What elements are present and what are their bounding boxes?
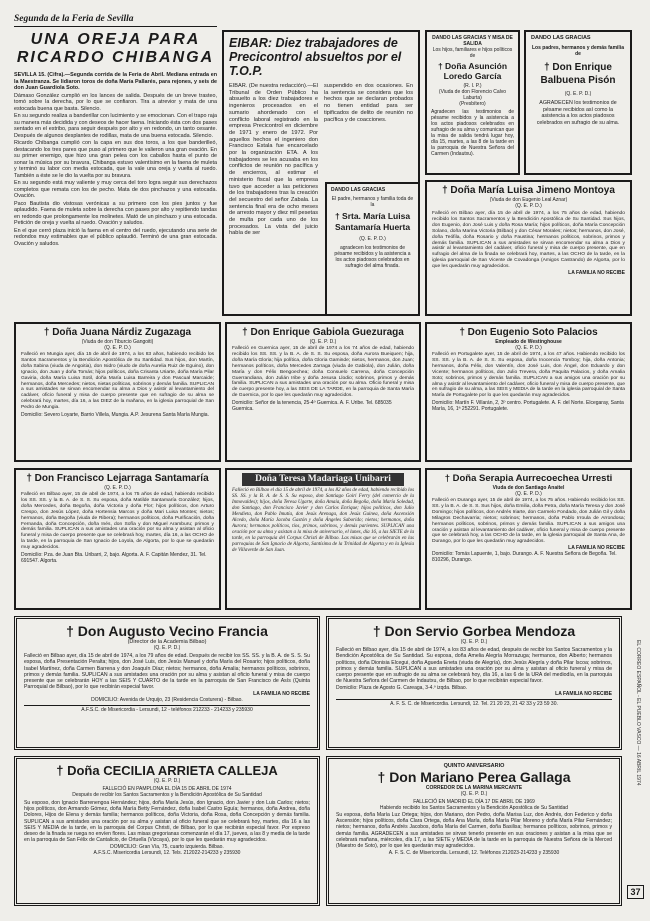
- obituary-address: DOMICILIO: Gran Vía, 75, cuarto izquierda. Bilbao.: [110, 844, 224, 851]
- obituary-lejarraga: [14, 468, 221, 610]
- notice-body: Agradecen las testimonios de pésame recibidos y la asistencia a los actos piadosos celebrados en sufragio de su alma y comunican que la misa de salida tendrá lugar hoy, día 15, martes, a las 8 de la tarde en la parroquia de Nuestra Señora del Carmen (Indautxu).: [431, 109, 514, 157]
- obituary-subtitle: Empleado de Westinghouse: [495, 339, 562, 345]
- deceased-name: † Doña Serapia Aurrecoechea Urresti: [444, 473, 613, 484]
- article-paragraph: Paco Bautista dio vistosas verónicas a su primero con los pies juntos y fue aplaudido. Faena de muleta sobre la derecha con pases por alto y repitiendo tandas en redondo que prolongamente los molinetes. Mató de un pinchazo y una estocada. Petición de oreja y vuelta al ruedo. Ovación y saludos.: [14, 200, 217, 226]
- obituary-vecino-francia: [14, 616, 320, 750]
- deceased-name: † Don Francisco Lejarraga Santamaría: [26, 473, 209, 484]
- obituary-address: Domicilio: Severo Loyarte, Barrio Villela, Mungia. A.P. Jesurena Santa María Mungia.: [21, 412, 209, 419]
- death-line: FALLECIÓ EN PAMPLONA EL DÍA 15 DE ABRIL DE 1974: [102, 786, 232, 792]
- rip-code: (Q. E. P. D.): [515, 203, 542, 209]
- funeral-agency: A. F. S. C. de Misericordia. Lersundi, 12. Tel. 21 20 23, 21 42 33 y 23 59 30.: [336, 699, 612, 707]
- rip-code: (Q. E. P. D.): [460, 639, 488, 645]
- obituary-address: Domicilio: Plaza de Agosto G. Careaga, 3-4.º izqda. Bilbao.: [336, 684, 468, 691]
- obituary-footer: LA FAMILIA NO RECIBE: [253, 690, 310, 697]
- rip-code: (Q. E. P. D.): [104, 345, 131, 351]
- obituary-madariaga-unibarri: [225, 468, 421, 610]
- eibar-headline: EIBAR: Diez trabajadores de Precicontrol absueltos por el T.O.P.: [229, 36, 402, 78]
- notice-body: AGRADECEN los testimonios de pésame recibidos así como la asistencia a los actos piadosos celebrados en sufragio de su alma.: [536, 100, 620, 126]
- rip-code: (Q. E. P. D.): [515, 491, 542, 497]
- obituary-nardiz-zugazaga: [14, 322, 221, 462]
- deceased-name: Doña Teresa Madariaga Unibarri: [242, 473, 404, 486]
- notice-enrique-balbuena: [524, 30, 632, 175]
- notice-addr: (Presbítero): [459, 101, 486, 107]
- rip-code: (Q. E. P. D.): [564, 91, 592, 97]
- obituary-subtitle: (Viuda de don Eugenio Leal Aznar): [489, 197, 568, 203]
- deceased-name: † Doña María Luisa Jimeno Montoya: [442, 185, 615, 196]
- obituary-address: Domicilio: Tomás Lapuente, 1, bajo. Durango. A. F. Nuestra Señora de Begoña. Tel. 810296, Durango.: [432, 551, 617, 564]
- deceased-name: † Doña Juana Nárdiz Zugazaga: [43, 327, 192, 338]
- obituary-address: Domicilio: Martín F. Villarán, 2, 3º centro. Portugalete. A. F. del Norte. Elcegaray, Santa María, 16, 1ª 252291. Portugalete.: [432, 400, 624, 413]
- obituary-subtitle: (Viuda de don Tiburcio Gangoiti): [81, 339, 154, 345]
- obituary-address: Domicilio: Pza. de Juan Bta. Uribarri, 2, bajo. Algorta. A. F. Capitán Mendez, 31. Tel. 691547. Algorta.: [21, 552, 207, 565]
- article-paragraph: Ricardo Chibanga cumplió con la capa en sus dos toros, a los que banderilleó, destacando los tres pares que puso al primero que le valieron una gran ovación. En su primer enemigo, que hizo una gran pelea con los caballos hasta el punto de sonar la música por su bravura, Chibanga estuvo valentísimo en la faena de muleta y terminó su labor con media estocada, que la vale una oreja y vuelta al ruedo. También a éste se le dio la vuelta por su bravura.: [14, 140, 217, 179]
- obituary-address: DOMICILIO: Avenida de Urquijo, 23 (Residencia Costurera) - Bilbao.: [91, 696, 243, 703]
- rip-code: (Q. E. P. D.): [153, 778, 181, 784]
- obituary-gorbea-mendoza: [326, 616, 622, 750]
- notice-asuncion-loredo: [425, 30, 520, 175]
- funeral-agency: A. F. S. C. de Misericordia. Lersundi, 12. Teléfonos 212023-214233 y 235930: [388, 850, 560, 857]
- notice-body: agradecen los testimonios de pésame recibidos y la asistencia a los actos piadosos celebrados en sufragio del alma finada.: [334, 245, 411, 269]
- eibar-column-2: suspendido en dos ocasiones. En la sentencia se considera que los hechos que se declaran probados no tienen entidad para ser tipificados de delito de reunión no pacífica y de coacciones.: [324, 83, 413, 123]
- obituary-jimeno-montoya: [425, 180, 632, 316]
- deceased-name: † Doña CECILIA ARRIETA CALLEJA: [56, 763, 278, 778]
- rip-code: (Q. E. P. D.): [309, 339, 337, 345]
- obituary-body: Su esposa, doña María Luz Ortega; hijos, don Mariano, don Pedro, doña Marisa Luz, don Andrés, don Federico y doña Ascensión; hijos políticos, doña Clara Ortega, doña Ana María, doña María Pilar Moreno y doña María Pilar Fernández; nietos; hermanos, doña Andrés Jacobos, doña María del Carmen, doña Basilisa; hermanos políticos, sobrinos, primos y demás familia. AGRADECEN a sus amistades se sirvan tenerlo presente en sus oraciones y asistan a la misa que se celebrará mañana, miércoles, día 17, a las SIETE y MEDIA de la tarde en la parroquia de Nuestra Señora de la Merced (Maestro de Soto), por lo que les quedarán muy agradecidos.: [336, 812, 612, 850]
- obituary-body: Falleció en Bilbao el día 15 de abril de 1974, a los 82 años de edad, habiendo recibido los SS. SS. y la B. A. de S. S. Su esposo, don Santiago Goiri Ferry (del comercio de la Inmovaldes); hijos, doña Teresa Ugarte, doña Amaia, doña Begoña, doña María Soledad, don Santiago, don Francisco Javier y don Carlos Enrique; hijos políticos, don Julio Mendieta, don Pablo Imutía, don Jesús Arenaga, don Jesús Guinea, doña Ascensión Alcedo, doña María Jacoba Gastón y doña Ángeles Saborido; nietos; hermanos, doña Aurora; hermanos políticos, tíos, primos, sobrinos, y demás parientes. SUPLICAN una oración por su alma y asistan a la misa de aniversario, el lunes, día 16, a las SIETE de la tarde, en la parroquia del Corpus Christi de Bilbao. Las misas que se celebrarán en las parroquias de San Ignacio de Algorta, Santísima de la Trinidad de Algorta y en la Iglesia de Villaverde de San Juan.: [232, 488, 415, 553]
- notice-kicker: DANDO LAS GRACIAS Y MISA DE SALIDA: [432, 35, 513, 47]
- article-paragraph: En su segundo está muy valiente y muy cerca del toro logra seguir sus derechazos completos que remata con los de pecho. Mata de dos pinchazos y una estocada. Ovación.: [14, 180, 217, 199]
- obituary-body: Falleció en Durango ayer, 15 de abril de 1974, a los 75 años. Habiendo recibido los SS. SS. y la B. A. de S. S. Sus hijos, doña Emilia, doña Petra, doña María Teresa y don José Domingo; hijos políticos, don Andrés Iriarte, don Carmelo Fondado, don Julián Gil y doña Milagros Dechavarria; nietos; sobrinos; hermanos, doña Pablo Irroula de Arrondosa; hermanos políticos, sobrinos, primos y demás familia. SUPLICAN a sus amigos una oración y asistan al levantamiento del cadáver, oficio funeral y misa de cuerpo presente que se celebrará hoy, a las OCHO de la tarde, en la iglesia parroquial de Santa Ana, de Durango, por lo que les quedarán muy agradecidos.: [432, 498, 625, 545]
- notice-intro: Los padres, hermanos y demás familia de: [532, 45, 624, 57]
- obituary-gabiola-guezuraga: [225, 322, 421, 462]
- article-body: [14, 72, 217, 247]
- obituary-body: Falleció en Bilbao ayer, día 15 de abril de 1974, a los 83 años de edad, después de recibir los Santos Sacramentos y la Bendición Apostólica de Su Santidad. Su esposa, doña Amelia Alegría Morrazuga; hermanos, don Alberto; hermanos políticos, doña Dionisia Elcegui, doña Agueda Eneta (viuda de Alegría), don Jesús Alegría y doña Pilar Iscoa; sobrinos, primos y demás familia. SUPLICAN a sus amistades una oración por su alma y asistan al oficio funeral y misa de cuerpo presente que en sufragio de su alma se celebrará hoy, día 16, a las 6 de la URA del mediodía, en la parroquia de Nuestra Señora del Carmen de Indautxu, de Bilbao, por lo que recibirán especial favor.: [336, 647, 612, 685]
- obituary-aurrecoechea: [425, 468, 632, 610]
- obituary-body: Falleció en Mungia ayer, día 15 de abril de 1974, a los 83 años, habiendo recibido los Santos Sacramentos y la Bendición Apostólica de Su Santidad. Sus hijos, don Martín, doña Sabina (viuda de Angoitia), don Isidro (viudo de doña Aurelia Ruiz de Eguino), don Ignacio, don Juan y doña Tomás; hijos políticos, doña Crisanta Uriarte, doña María Pilar Gaviria, doña María Luisa Sotil, doña María Luisa Barreira y don Pascual Marcaide; hermanos, doña Mercedes; nietos, nietas políticas, sobrinos y demás familia. SUPLICAN a sus amistades se sirvan encomendar su alma a Dios y asistir al levantamiento del cadáver, oficio funeral y misa de cuerpo presente que en sufragio de su alma se celebrará hoy, martes, día 16, a las DIEZ de la mañana, en la iglesia parroquial de San Pedro de Mungia.: [21, 352, 214, 411]
- section-heading: Segunda de la Feria de Sevilla: [14, 14, 217, 27]
- article-paragraph: SEVILLA 15. (Cifra).—Segunda corrida de la Feria de Abril. Mediana entrada en la Maestranza. Se lidiaron toros de doña María Pallarés, para rejones, y seis de don Juan Guardiola Soto.: [14, 72, 217, 91]
- deceased-name: † Don Servio Gorbea Mendoza: [372, 623, 576, 639]
- notice-kicker: DANDO LAS GRACIAS: [331, 187, 386, 193]
- notice-kicker: DANDO LAS GRACIAS: [531, 35, 591, 41]
- notice-santamaria-huerta: [325, 182, 420, 316]
- deceased-name: † Don Enrique Balbuena Pisón: [540, 62, 616, 86]
- rip-code: (Q. E. P. D.): [153, 645, 181, 651]
- masthead-side-text: EL CORREO ESPAÑOL - EL PUEBLO VASCO — 16 ABRIL 1974: [635, 640, 641, 786]
- obituary-perea-gallaga: [326, 756, 622, 906]
- obituary-body: Su esposo, don Ignacio Barrenengoa Hernández; hijos, doña María Jesús, don Ignacio, don Javier y don Luis Carlos; nietos; hijos políticos, don Armando Gómez, doña María Betty Fernández, doña Isabel Castro Eguía; hermanos, doña Andrea, doña Dolores, Hijos de Elena y demás familia; hermanos políticos, doña Victoria, doña Rosa, doña Concepción y demás familia. SUPLICAN a sus amistades una oración por su alma y asistan al oficio funeral que se celebrará hoy, martes, día 16 a las SEIS Y MEDIA de la tarde, en la parroquia del Corpus Christi, de Bilbao, por lo que recibirán especial favor. Por expreso deseo de la finada se ruega no envíen flores. Las misas gregorianas comenzarán el día 17, jueves, a las 8 y media de la tarde en la parroquia de San Félix de Cantalicio, de Ortuella (Vizcaya), por lo que les quedarán muy agradecidos.: [24, 800, 310, 844]
- obituary-footer: LA FAMILIA NO RECIBE: [555, 690, 612, 697]
- obituary-body: Falleció en Guernica ayer, 15 de abril de 1974 a los 74 años de edad, habiendo recibido los SS. SS. y la B. A. de S. S. Su esposa, doña Aurora Bueiquen; hija, doña María Gloria; hija política, doña Gloria Gaminde; nietos, hermanos, don Juan; hermanos políticos, doña Mercedes Zarraga (viuda de Gabiola), don Julián, doña María y don Félix Bengoechea; doña Consuelo Carrena, doña Concepción Guerrandiana, don Julián Iribe y doña Jesusa Llodio; sobrinos, primos y demás familia. SUPLICAN a sus amistades una oración por su alma. Oficio funeral y misa de cuerpo presente hoy, a las SEIS DE LA TARDE, en la parroquia de Santa María de Guernica, por lo que les quedarán muy agradecidos.: [232, 346, 414, 399]
- rip-code: (Q. E. P. D.): [460, 791, 488, 797]
- death-line: FALLECIÓ EN MADRID EL DÍA 17 DE ABRIL DE 1969: [413, 799, 535, 805]
- article-paragraph: En su segundo realiza a banderillar con lucimiento y se emocionan. Con el trapo raja su manera más decidida y con deseos de hacer faena. Iniciando ésta con dos pases sentado en el estribo, para seguir después por alto y en redondo, un tanto cesante. Después de algunos desplantes de rodillas, mata de una buena estocada. Silencio.: [14, 113, 217, 139]
- deceased-name: † Don Enrique Gabiola Guezuraga: [242, 327, 404, 338]
- deceased-name: † Don Augusto Vecino Francia: [66, 623, 268, 639]
- obituary-body: Falleció en Bilbao ayer, día 15 de abril de 1974, a los 79 años de edad. Después de recibir los SS. SS. y la B. A. de S. S. Su esposa, doña Presentación Peralta; hijos, don José Luis, don Jesús Manuel y doña María del Rosario; hijos políticos, doña Isabel Martínez, doña Carmen Barrena y don Joaquín Díaz; nietos; hermanos, doña Amalia; hermanos políticos, sobrinos, primos y demás familia. SUPLICAN a sus amistades una oración por su alma y asistan al oficio funeral y misa de cuerpo presente que se celebrarán HOY a las SEIS Y CUARTO de la tarde en la parroquia de San Francisco de Asís (Quinta Parroquial de Bilbao), por lo que recibirán especial favor.: [24, 653, 310, 691]
- obituary-soto-palacios: [425, 322, 632, 462]
- obituary-footer: LA FAMILIA NO RECIBE: [568, 545, 625, 552]
- notice-intro: El padre, hermanos y familia toda de la: [331, 196, 414, 208]
- obituary-body: Falleció en Bilbao ayer, día 15 de abril de 1974, a los 75 años de edad, habiendo recibido los Santos Sacramentos y la Bendición Apostólica de Su Santidad. Sus hijos, don Eugenio, don José Luis y doña Rosa María; hijos políticos, doña María Concepción Solano, doña Marina Victoria (Bilbao) y don César Morales; nietos; hermanos, don José, doña Teófila, doña Rosario y doña Faustina; hermanos políticos, sobrinos, primos y demás familia. SUPLICAN a sus amistades se sirvan encomendar su alma a Dios y asistir al levantamiento del cadáver, oficio funeral y misa de cuerpo presente, que en sufragio del alma de la finada se celebrará hoy, martes, a las OCHO de la tarde, en la iglesia parroquial de San Vicente de Covadonga (Amigos Castrando) de Algorta, por lo que les quedarán muy agradecidos.: [432, 211, 625, 270]
- anniversary-kicker: QUINTO ANIVERSARIO: [443, 763, 505, 769]
- obituary-body: Falleció en Portugalete ayer, 15 de abril de 1974, a los 47 años. Habiendo recibido los SS. SS. y la B. A. de S. S. Su esposa, doña Inocencia Tomboy; hija, doña Antonia; hermanos, doña Félix, don Valentín, don José Luis, don Ángel, don Eduardo y don Vicente; hermanos políticos, don Julio Trevera, doña Paquita Palacios, y doña Amalia Soto; sobrinos, primos y demás familia. SUPLICAN a sus amigos una oración por su alma y asistir al levantamiento del cadáver, oficio funeral y misa de cuerpo presente, que en sufragio de su alma, a las SEIS y MEDIA de la tarde en la iglesia parroquial de Santa María de Portugalete por lo que les quedarán muy agradecidos.: [432, 352, 625, 399]
- eibar-column-1: EIBAR. (De nuestra redacción).—El Tribunal de Orden Público ha absuelto a los diez trabajadores e ingenieros procesados en el sumario ahordenado con el conflicto laboral registrado en la empresa Precicontrol en diciembre de 1971 y enero de 1972. Por aquellos hechos el ingeniero don Francisco Estala fue encarcelado por la organización ETA. A los trabajadores se les acusaba en los conflictos de reunión no pacífica y de encierros, al estimar el ministerio fiscal que la empresa tuvo que acceder a las peticiones de los trabajadores tras la creación del secuestro del señor Zabala. La sentencia final era de ocho meses de arresto mayor y diez mil pesetas de multa por cada uno de los procesados. La vista del juicio había de ser: [229, 83, 318, 237]
- obituary-address: Domicilio: Señor de la tenencia, 25-4º Guernica. A. F. Uribe. Tel. 685035 Guernica.: [232, 400, 392, 413]
- deceased-name: † Don Eugenio Soto Palacios: [459, 327, 598, 338]
- rip-code: (Q. E. P. D.): [359, 236, 386, 242]
- funeral-agency: A.F.S.C. Misericordia Lersundi, 12. Tels. 212022-214233 y 235930: [93, 850, 241, 857]
- page-number: 37: [627, 885, 644, 899]
- obituary-subtitle: Viuda de don Santiago Anaitel: [492, 485, 565, 491]
- rip-code: (Q. E. P. D.): [104, 485, 131, 491]
- bullfight-article: [14, 14, 217, 344]
- deceased-name: † Srta. María Luisa Santamaría Huerta: [334, 211, 411, 232]
- rip-code: (R. I. P.): [463, 83, 482, 89]
- notice-widow: (Viuda de don Florencio Calvo Laburta): [438, 89, 507, 101]
- margin-side-line: [630, 640, 644, 880]
- notice-intro: Los hijos, familiares e hijos políticos de: [432, 47, 513, 59]
- rip-code: (Q. E. P. D.): [515, 345, 542, 351]
- obituary-arrieta-calleja: [14, 756, 320, 906]
- article-paragraph: Dámaso González cumplió en los lances de salida. Después de un breve trasteo, tomó sobre la derecha, por lo que se confiaron. Tira a atrevior y mata de una estocada buena que basta. Silencio.: [14, 92, 217, 112]
- obituary-subtitle: CORREDOR DE LA MARINA MERCANTE: [425, 785, 523, 791]
- obituary-subtitle: Después de recibir los Santos Sacramentos y la Bendición Apostólica de Su Santidad: [72, 792, 262, 798]
- obituary-body: Falleció en Bilbao ayer, 15 de abril de 1974, a los 75 años de edad, habiendo recibido los SS. SS. y la B. A. de S. S. Su esposa, doña Matilde Santamaría González; hijos, doña Mercedes, doña Begoña, doña Victoria y doña Flor; hijos políticos, don Arturo Crespo, don Jesús López, doña Hortensia Marcos y doña Mari Luisa Montes; nietos; hermanos, doña Begoña (viuda de Ribera); hermanos políticos, doña Purificación, doña Fernanda, doña Concepción, doña Inés, don Sofía y don Miguel Aramburu; primos y demás familia. SUPLICAN a sus amistades una oración por su alma y asistan al oficio funeral y misa de cuerpo presente que se celebrará hoy, martes, día 16, a las OCHO de la tarde, en la parroquia de San Ignacio de Loyola, de Algorta, por lo que se quedarán muy agradecidos.: [21, 492, 214, 551]
- article-paragraph: En el que cerró plaza inició la faena en el centro del ruedo, ejecutando una serie de redondos muy estimables que el público aplaudió. Terminó de una gran estocada. Ovación y saludos.: [14, 227, 217, 247]
- obituary-footer: LA FAMILIA NO RECIBE: [568, 270, 625, 277]
- funeral-agency: A.F.S.C. de Misericordia - Lersundi, 12 - teléfonos 212233 - 214233 y 235930: [24, 705, 310, 713]
- deceased-name: † Don Mariano Perea Gallaga: [377, 769, 571, 785]
- obituary-subtitle-2: Habiendo recibido los Santos Sacramentos y la Bendición Apostólica de Su Santidad: [379, 805, 569, 811]
- obituary-subtitle: (Director de la Academia Bilbao): [127, 639, 207, 645]
- article-headline: UNA OREJA PARA RICARDO CHIBANGA: [16, 31, 215, 66]
- deceased-name: † Doña Asunción Loredo García: [437, 61, 508, 81]
